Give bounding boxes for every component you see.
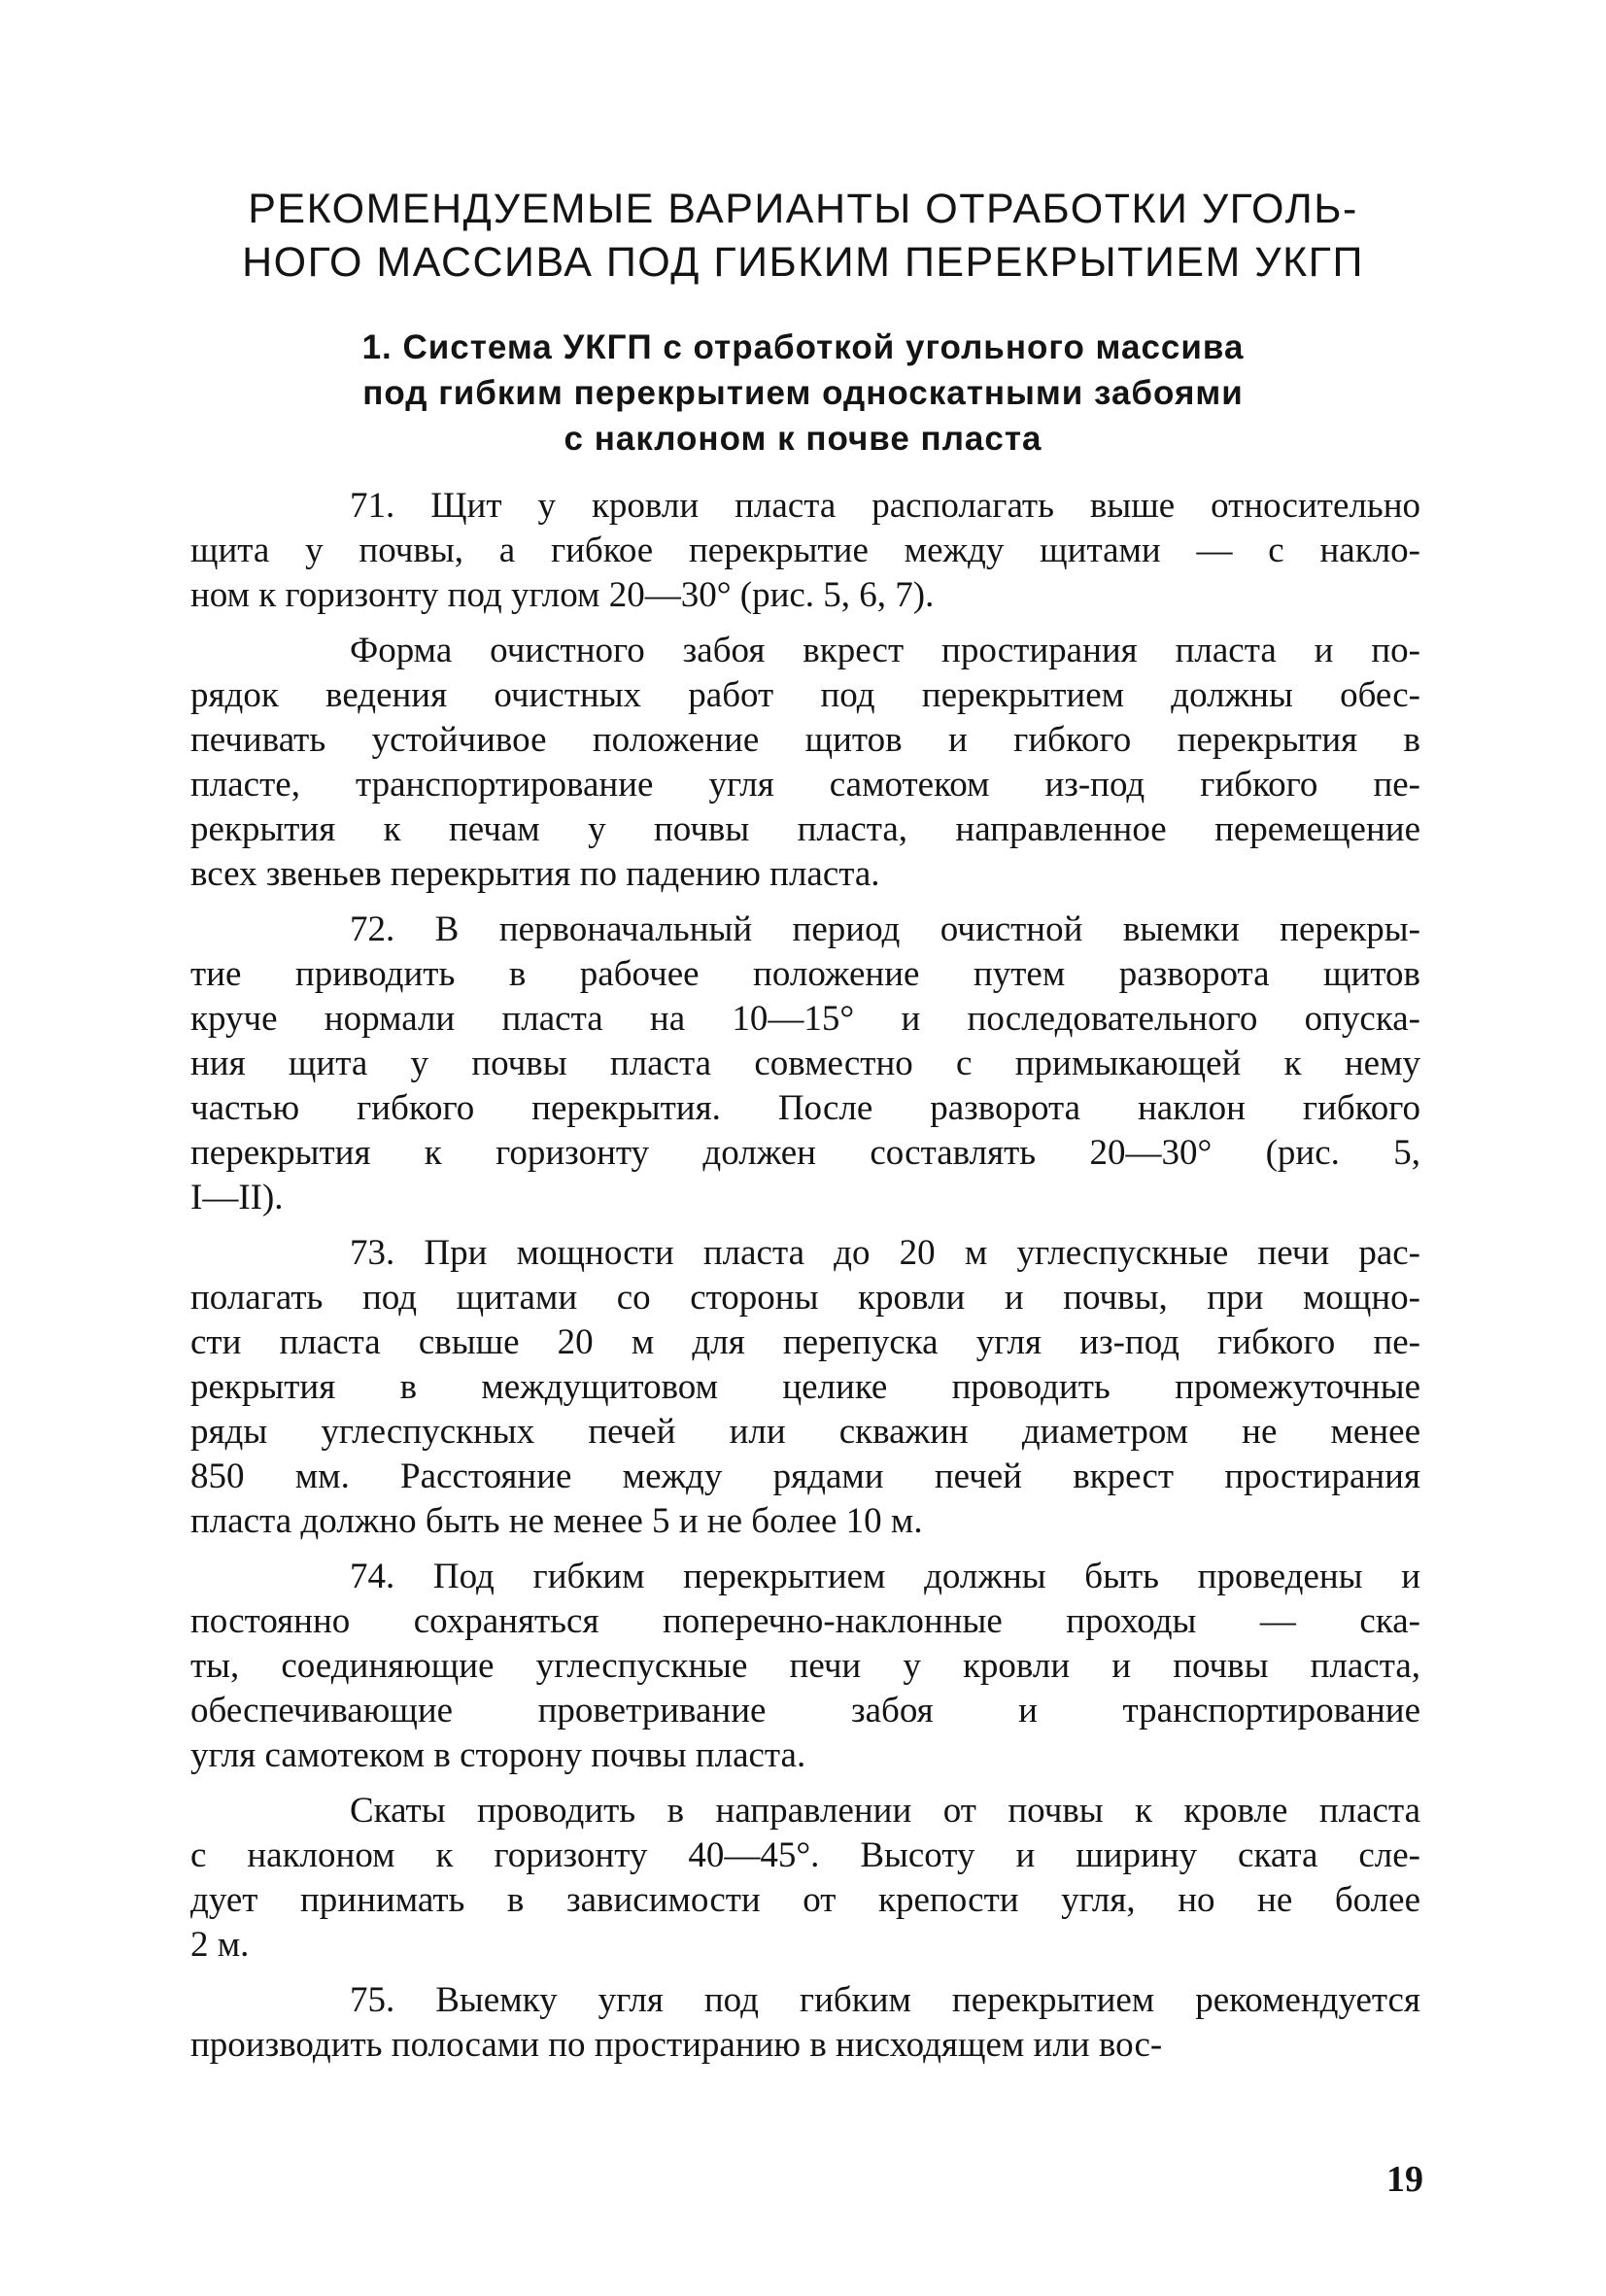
text-line: угля самотеком в сторону почвы пласта. xyxy=(190,1735,806,1775)
text-line: пласте, транспортирование угля самотеком из-под гибкого пе- xyxy=(190,765,1420,805)
text-line: Скаты проводить в направлении от почвы к кровле пласта xyxy=(350,1791,1420,1831)
section-heading xyxy=(194,325,1412,462)
text-line: 74. Под гибким перекрытием должны быть проведены и xyxy=(350,1557,1420,1596)
paragraph xyxy=(190,908,1420,1220)
chapter-title-line: РЕКОМЕНДУЕМЫЕ ВАРИАНТЫ ОТРАБОТКИ УГОЛЬ- xyxy=(248,186,1358,232)
text-line: круче нормали пласта на 10—15° и последовательного опуска- xyxy=(190,999,1420,1039)
paragraph xyxy=(190,484,1420,618)
section-heading-line: с наклоном к почве пласта xyxy=(564,420,1042,458)
section-heading-line: под гибким перекрытием односкатными забоями xyxy=(362,374,1244,412)
chapter-title-line: НОГО МАССИВА ПОД ГИБКИМ ПЕРЕКРЫТИЕМ УКГП xyxy=(242,239,1364,286)
text-line: рядок ведения очистных работ под перекрытием должны обес- xyxy=(190,675,1420,715)
section-heading-line: 1. Система УКГП с отработкой угольного массива xyxy=(361,328,1245,366)
text-line: ния щита у почвы пласта совместно с примыкающей к нему xyxy=(190,1044,1420,1083)
text-line: 850 мм. Расстояние между рядами печей вкрест простирания xyxy=(190,1456,1420,1496)
paragraph xyxy=(190,1789,1420,1968)
text-line: 72. В первоначальный период очистной выемки перекры- xyxy=(350,909,1420,949)
paragraph xyxy=(190,1555,1420,1778)
text-line: печивать устойчивое положение щитов и гибкого перекрытия в xyxy=(190,720,1420,760)
text-line: щита у почвы, а гибкое перекрытие между щитами — с накло- xyxy=(190,531,1420,570)
text-line: Форма очистного забоя вкрест простирания пласта и по- xyxy=(350,631,1420,670)
text-line: пласта должно быть не менее 5 и не более 10 м. xyxy=(190,1501,923,1541)
text-line: перекрытия к горизонту должен составлять 20—30° (рис. 5, xyxy=(190,1133,1420,1173)
text-line: обеспечивающие проветривание забоя и транспортирование xyxy=(190,1691,1420,1731)
text-line: 73. При мощности пласта до 20 м углеспускные печи рас- xyxy=(350,1233,1420,1273)
text-line: ряды углеспускных печей или скважин диаметром не менее xyxy=(190,1412,1420,1452)
text-line: рекрытия к печам у почвы пласта, направленное перемещение xyxy=(190,809,1420,849)
text-line: рекрытия в междущитовом целике проводить промежуточные xyxy=(190,1367,1420,1407)
paragraph xyxy=(190,629,1420,897)
text-line: 75. Выемку угля под гибким перекрытием рекомендуется xyxy=(350,1980,1420,2020)
body-text xyxy=(190,484,1420,2078)
text-line: 2 м. xyxy=(190,1925,250,1965)
text-line: ном к горизонту под углом 20—30° (рис. 5, 6, 7). xyxy=(190,575,935,615)
text-line: всех звеньев перекрытия по падению пласта. xyxy=(190,854,880,894)
text-line: постоянно сохраняться поперечно-наклонные проходы — ска- xyxy=(190,1601,1420,1641)
text-line: с наклоном к горизонту 40—45°. Высоту и ширину ската сле- xyxy=(190,1835,1420,1875)
text-line: тие приводить в рабочее положение путем разворота щитов xyxy=(190,954,1420,994)
page-number: 19 xyxy=(1386,2159,1423,2200)
paragraph xyxy=(190,1978,1420,2068)
paragraph xyxy=(190,1231,1420,1544)
text-line: ты, соединяющие углеспускные печи у кровли и почвы пласта, xyxy=(190,1646,1420,1686)
text-line: полагать под щитами со стороны кровли и почвы, при мощно- xyxy=(190,1278,1420,1318)
text-line: сти пласта свыше 20 м для перепуска угля из-под гибкого пе- xyxy=(190,1322,1420,1362)
text-line: частью гибкого перекрытия. После разворота наклон гибкого xyxy=(190,1088,1420,1128)
chapter-title xyxy=(146,183,1460,290)
text-line: производить полосами по простиранию в нисходящем или вос- xyxy=(190,2025,1163,2065)
text-line: дует принимать в зависимости от крепости угля, но не более xyxy=(190,1880,1420,1920)
text-line: 71. Щит у кровли пласта располагать выше относительно xyxy=(350,486,1420,526)
text-line: I—II). xyxy=(190,1178,284,1217)
